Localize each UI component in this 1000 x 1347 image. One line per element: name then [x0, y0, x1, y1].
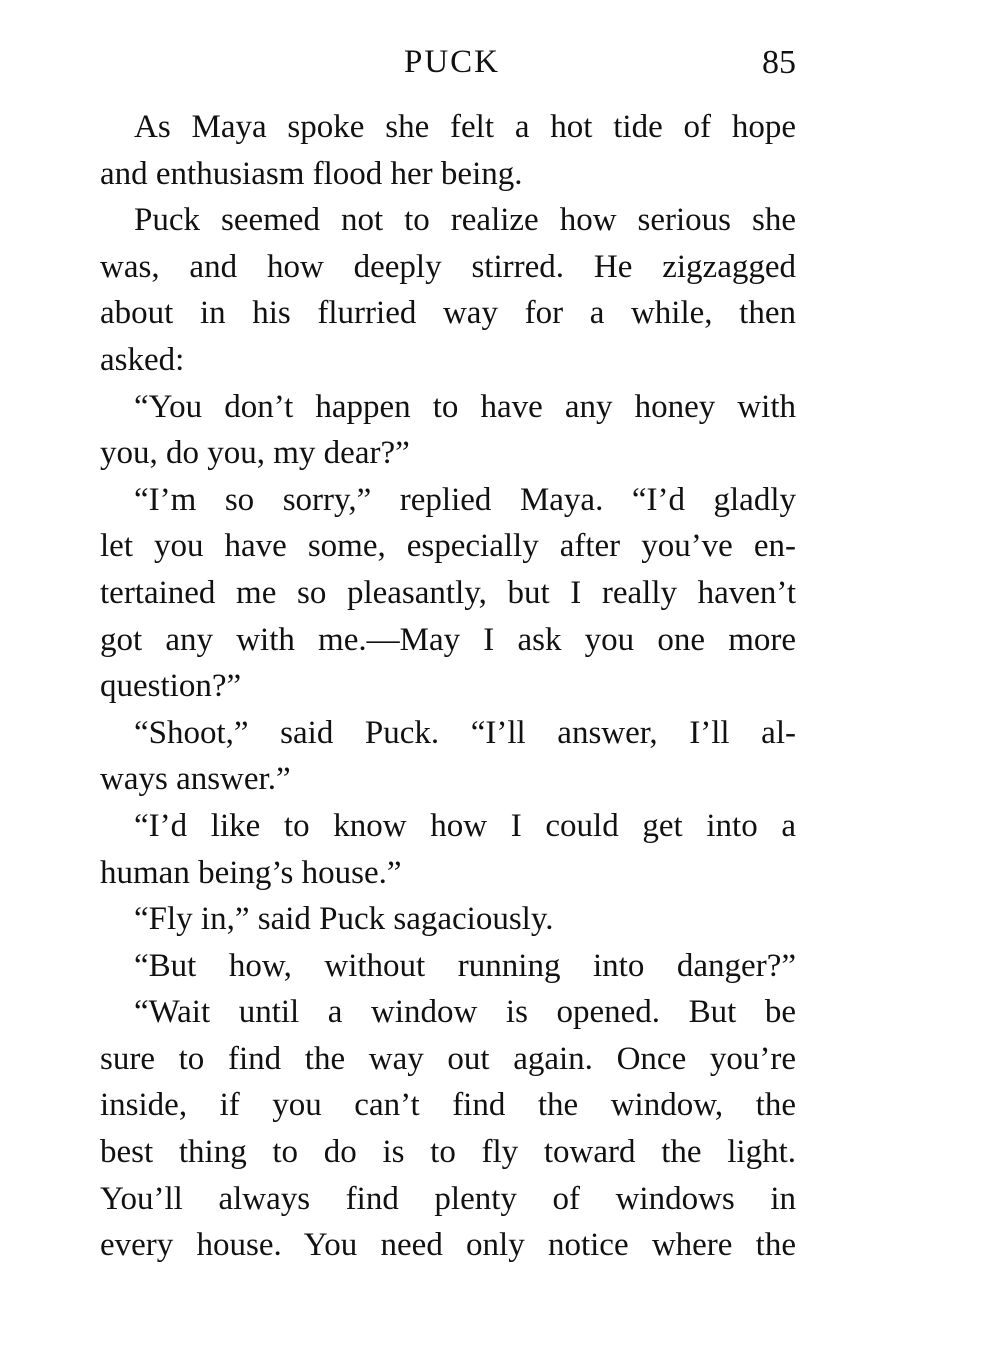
text-line: and enthusiasm flood her being.	[100, 155, 523, 192]
running-title: PUCK	[403, 44, 501, 80]
text-line: Puck seemed not to realize how serious she	[134, 202, 796, 239]
text-line: got any with me.—May I ask you one more	[100, 621, 796, 658]
text-line: “Wait until a window is opened. But be	[134, 994, 796, 1031]
running-head	[100, 44, 796, 94]
text-line: asked:	[100, 341, 185, 378]
text-line: ways answer.”	[100, 761, 291, 798]
text-line: about in his flurried way for a while, then	[100, 295, 796, 332]
text-line: As Maya spoke she felt a hot tide of hope	[134, 109, 796, 145]
text-line: “But how, without running into danger?”	[134, 947, 796, 984]
text-line: human being’s house.”	[100, 854, 402, 891]
text-line: best thing to do is to fly toward the light.	[100, 1134, 796, 1171]
text-line: question?”	[100, 668, 242, 705]
page-number: 85	[762, 44, 796, 81]
text-line: you, do you, my dear?”	[100, 435, 410, 472]
text-line: let you have some, especially after you’ve en-	[100, 528, 796, 565]
text-line: “Fly in,” said Puck sagaciously.	[134, 901, 554, 938]
text-line: inside, if you can’t find the window, the	[100, 1087, 796, 1124]
text-line: “You don’t happen to have any honey with	[134, 388, 796, 425]
text-line: “I’d like to know how I could get into a	[134, 807, 796, 844]
text-line: “Shoot,” said Puck. “I’ll answer, I’ll al-	[134, 714, 796, 751]
text-line: You’ll always find plenty of windows in	[100, 1180, 796, 1217]
text-line: sure to find the way out again. Once you’re	[100, 1040, 796, 1077]
text-line: “I’m so sorry,” replied Maya. “I’d gladly	[134, 481, 796, 518]
text-line: was, and how deeply stirred. He zigzagged	[100, 248, 796, 285]
text-line: every house. You need only notice where the	[100, 1227, 796, 1264]
body-text	[100, 104, 796, 1269]
text-line: tertained me so pleasantly, but I really haven’t	[100, 574, 796, 611]
